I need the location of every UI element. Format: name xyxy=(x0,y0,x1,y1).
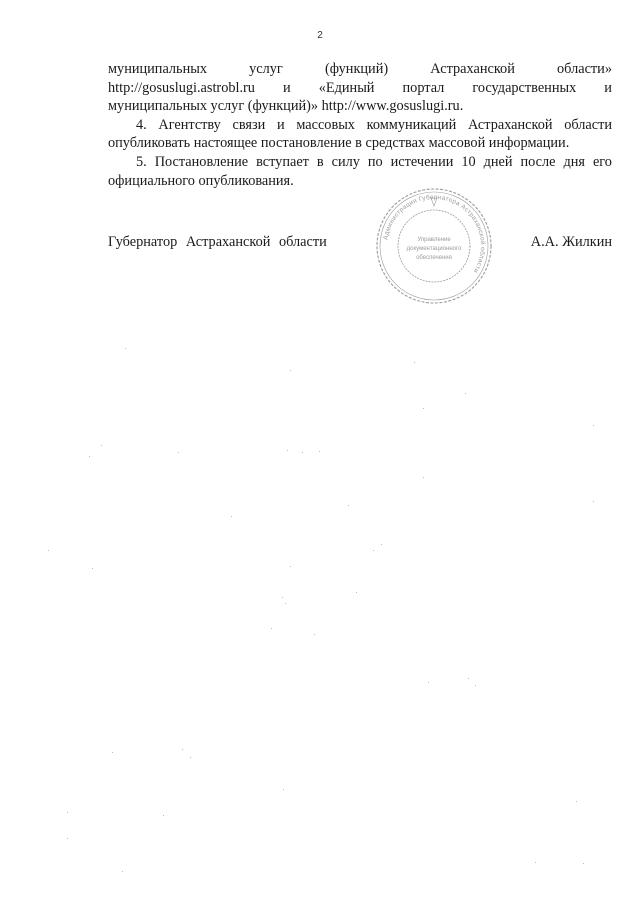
scan-speck xyxy=(285,603,286,604)
word: «Единый xyxy=(318,79,375,96)
paragraph-3-line-2 xyxy=(108,79,612,98)
scan-speck xyxy=(283,789,284,790)
word: после xyxy=(520,153,556,170)
signatory-title: Губернатор Астраханской области xyxy=(108,234,327,250)
paragraph-3-line-1 xyxy=(108,60,612,79)
word: истечении xyxy=(390,153,454,170)
word: Астраханской xyxy=(467,116,553,133)
word: дня xyxy=(563,153,585,170)
scan-speck xyxy=(178,452,179,453)
word: 5. xyxy=(136,153,147,170)
scan-speck xyxy=(271,628,272,629)
scan-speck xyxy=(381,544,382,545)
scan-speck xyxy=(290,566,291,567)
word: силу xyxy=(331,153,360,170)
scan-speck xyxy=(290,370,291,371)
word: и xyxy=(604,79,612,96)
scan-speck xyxy=(423,477,424,478)
word: и xyxy=(283,79,291,96)
scan-speck xyxy=(583,863,584,864)
scan-speck xyxy=(48,550,49,551)
scan-speck xyxy=(190,757,191,758)
scan-speck xyxy=(535,862,536,863)
scan-speck xyxy=(468,678,469,679)
scan-speck xyxy=(475,685,476,686)
scan-speck xyxy=(282,597,283,598)
scan-speck xyxy=(182,749,183,750)
word: (функций) xyxy=(324,61,389,77)
word: связи xyxy=(232,116,266,133)
scan-speck xyxy=(67,838,68,839)
word: 4. xyxy=(136,116,147,133)
scan-speck xyxy=(423,408,424,409)
paragraph-4-line-2: опубликовать настоящее постановление в средствах массовой информации. xyxy=(108,135,570,152)
word: портал xyxy=(402,79,445,96)
scan-speck xyxy=(373,550,374,551)
word: Агентству xyxy=(158,116,221,133)
word: и xyxy=(276,116,285,133)
scan-speck xyxy=(163,815,164,816)
word: массовых xyxy=(296,116,355,133)
word: Астраханской xyxy=(430,61,515,77)
scan-speck xyxy=(593,425,594,426)
scan-speck xyxy=(67,812,68,813)
scan-speck xyxy=(428,682,429,683)
word: области» xyxy=(557,61,612,77)
word: его xyxy=(592,153,612,170)
scan-speck xyxy=(101,445,102,446)
word: дней xyxy=(483,153,513,170)
official-seal-icon xyxy=(374,186,494,306)
paragraph-4-line-1 xyxy=(108,116,612,135)
paragraph-3-line-3: муниципальных услуг (функций)» http://www.gosuslugi.ru. xyxy=(108,98,464,115)
scan-speck xyxy=(89,456,90,457)
word: области xyxy=(564,116,612,133)
signature-block xyxy=(108,233,612,251)
word: 10 xyxy=(461,153,476,170)
word: коммуникаций xyxy=(366,116,457,133)
seal-outer-text: Администрация Губернатора Астраханской области xyxy=(382,193,487,275)
scan-speck xyxy=(314,634,315,635)
scan-speck xyxy=(348,505,349,506)
scan-speck xyxy=(465,393,466,394)
scan-speck xyxy=(122,871,123,872)
scan-speck xyxy=(414,362,415,363)
word: по xyxy=(367,153,383,170)
scan-speck xyxy=(112,752,113,753)
url-gosuslugi-astrobl: http://gosuslugi.astrobl.ru xyxy=(108,79,255,96)
signatory-name: А.А. Жилкин xyxy=(530,234,612,250)
document-body xyxy=(108,60,612,190)
scan-speck xyxy=(125,348,126,349)
seal-inner-line-2: документационного xyxy=(406,246,462,252)
scan-speck xyxy=(302,452,303,453)
word: муниципальных xyxy=(108,61,207,77)
word: государственных xyxy=(472,79,577,96)
seal-inner-line-1: Управление xyxy=(417,237,451,243)
word: услуг xyxy=(249,61,283,77)
paragraph-5-line-2: официального опубликования. xyxy=(108,172,294,189)
page-number: 2 xyxy=(317,30,323,41)
scan-speck xyxy=(593,501,594,502)
word: вступает xyxy=(256,153,309,170)
scan-speck xyxy=(287,450,288,451)
scan-speck xyxy=(576,801,577,802)
scan-speck xyxy=(231,516,232,517)
word: Постановление xyxy=(154,153,249,170)
paragraph-5-line-1 xyxy=(108,153,612,172)
word: в xyxy=(316,153,324,170)
scan-speck xyxy=(319,451,320,452)
seal-inner-line-3: обеспечения xyxy=(416,255,452,261)
scan-speck xyxy=(356,592,357,593)
scan-speck xyxy=(92,568,93,569)
